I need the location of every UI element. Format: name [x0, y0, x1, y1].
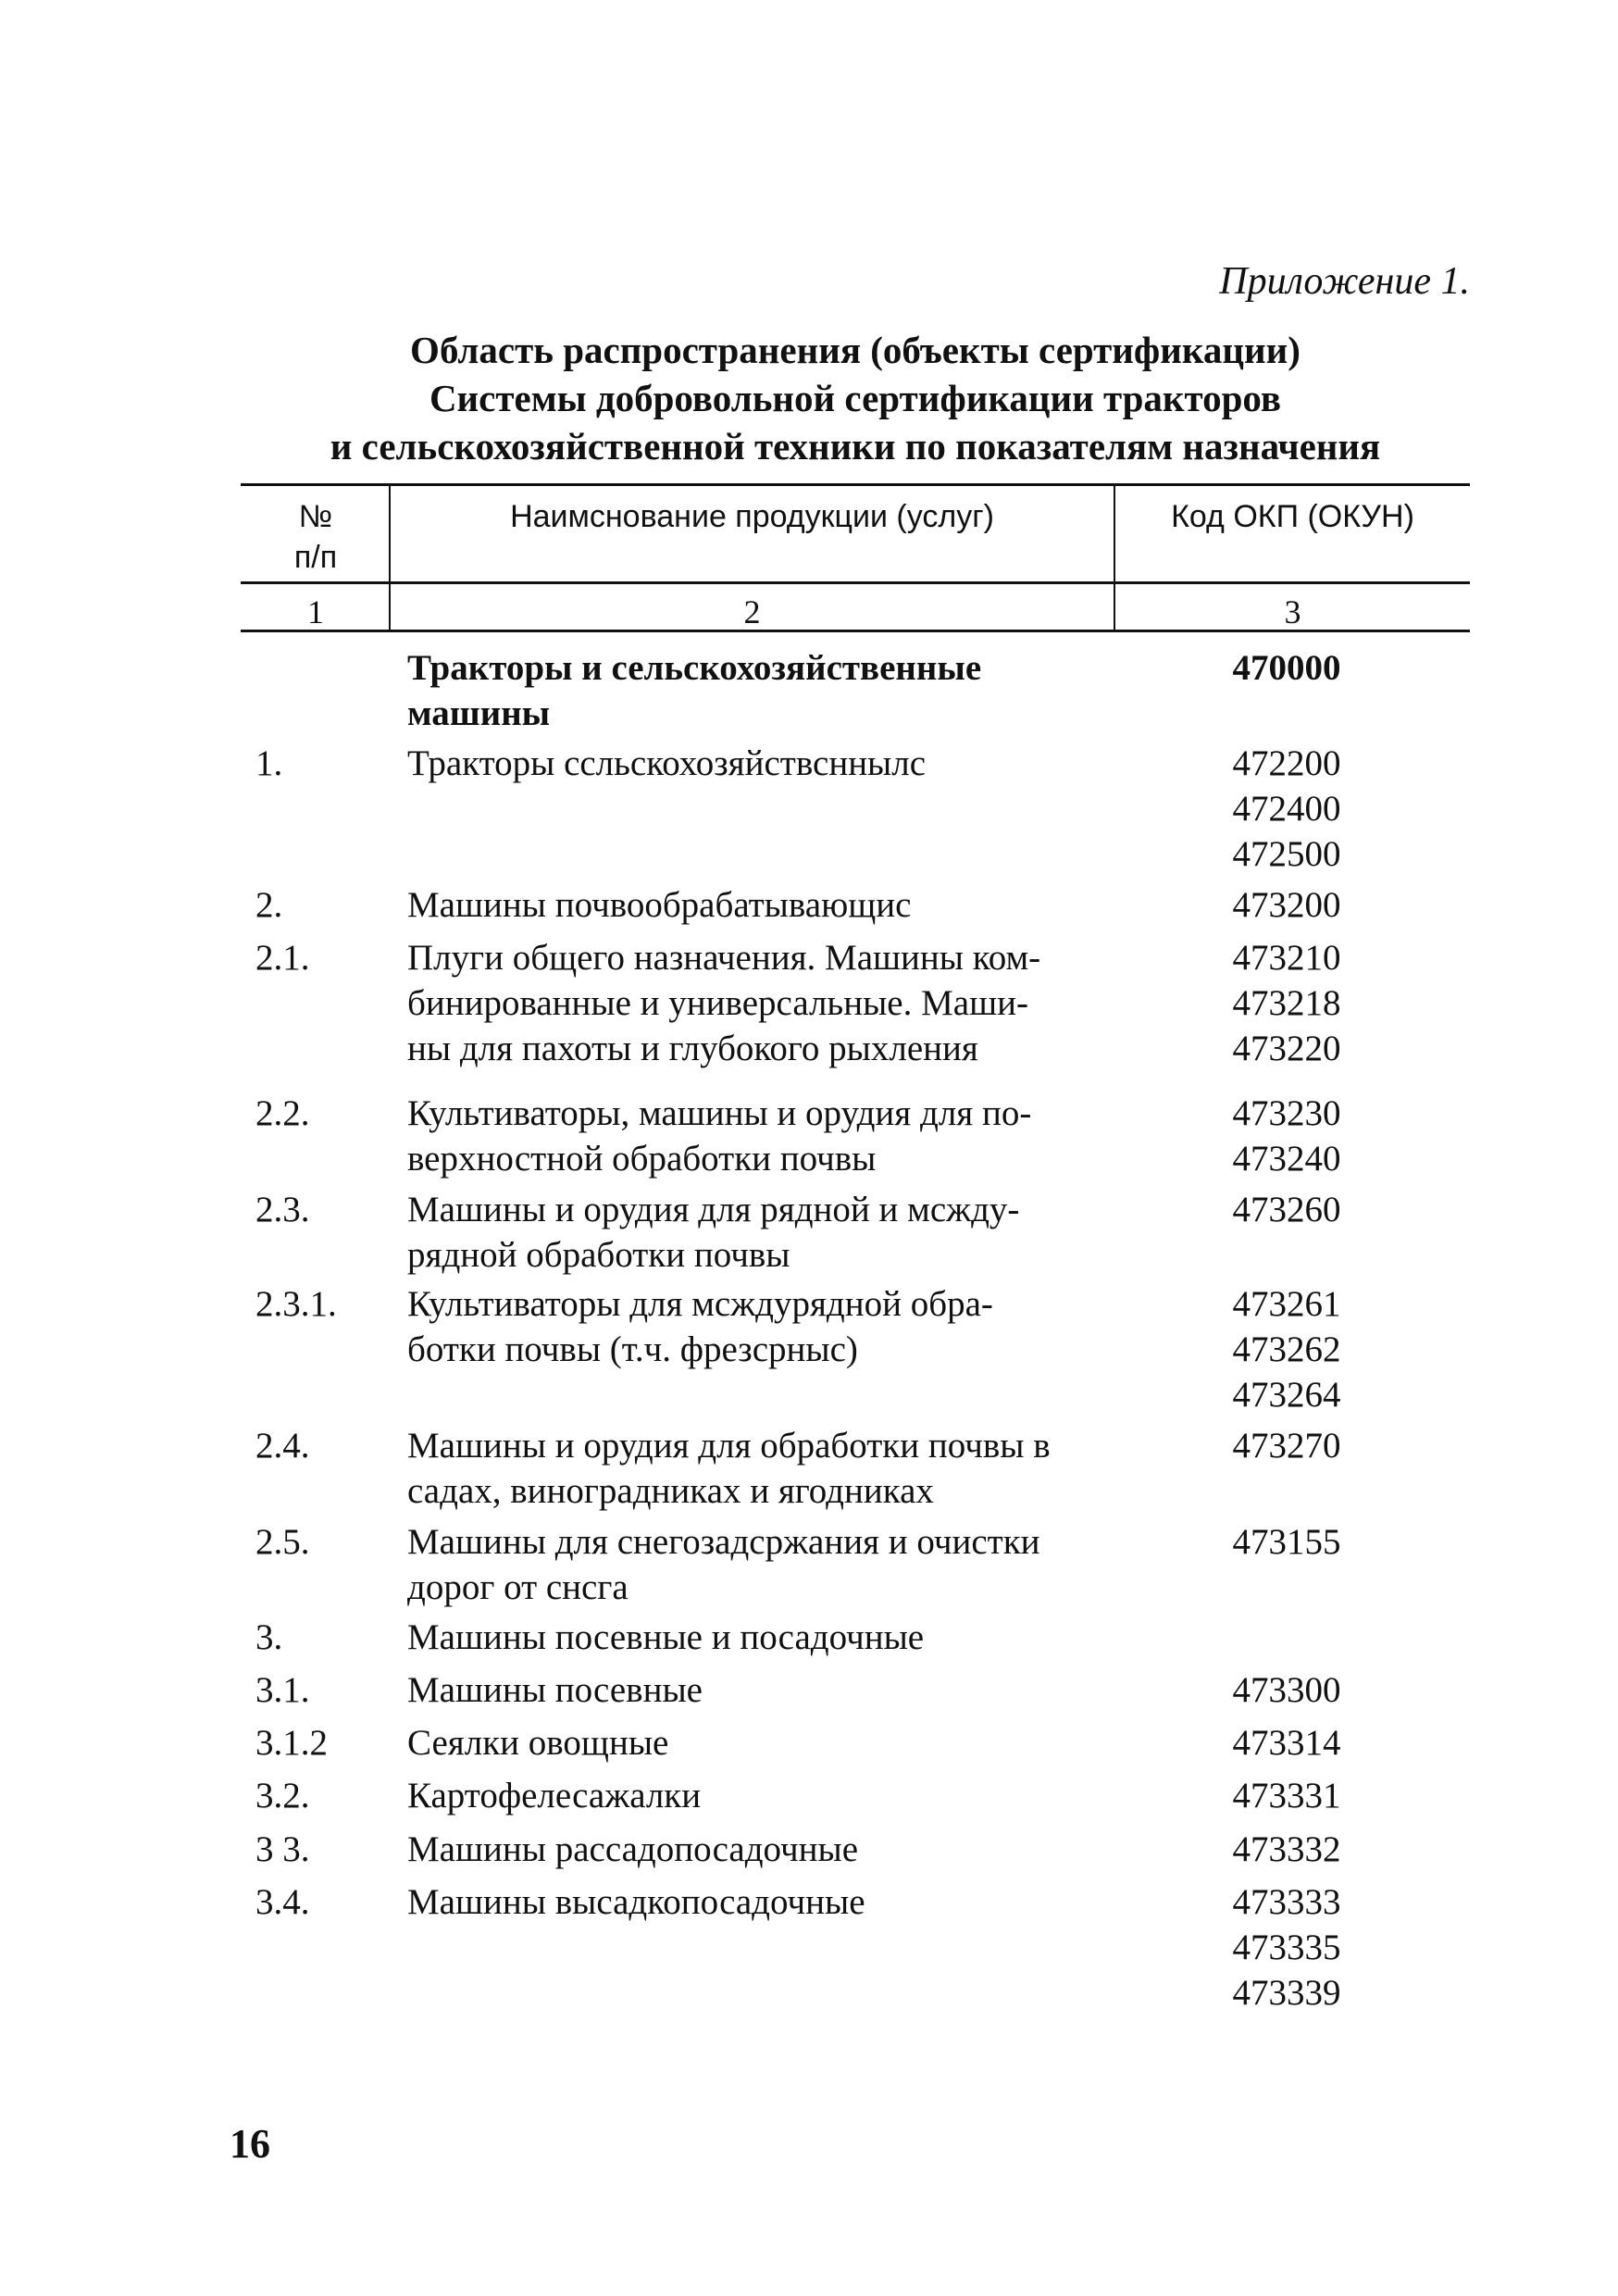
product-name-line: Тракторы ссльскохозяйствсннылс [407, 743, 927, 783]
okp-code: 473220 [1232, 1029, 1341, 1068]
product-name-line: дорог от снсга [407, 1567, 629, 1607]
product-name-line: Машины рассадопосадочные [407, 1829, 859, 1869]
row-number: 2.1. [255, 938, 310, 978]
row-product-name [407, 1667, 1129, 1713]
okp-code: 473331 [1232, 1776, 1341, 1816]
row-codes [1166, 1423, 1407, 1468]
row-codes [1166, 1773, 1407, 1818]
row-number: 2.3. [255, 1190, 310, 1229]
okp-code: 473218 [1232, 983, 1341, 1023]
row-codes [1166, 1519, 1407, 1565]
title-line-2: Системы добровольной сертификации тракторов [429, 377, 1282, 419]
okp-code: 473339 [1232, 1973, 1341, 2013]
row-number: 3.1. [255, 1670, 310, 1710]
product-name-line: Культиваторы, машины и орудия для по- [407, 1093, 1032, 1133]
product-name-line: Машины для снегозадсржания и очистки [407, 1522, 1040, 1562]
okp-code: 473155 [1232, 1522, 1341, 1562]
product-name-line: Машины и орудия для обработки почвы в [407, 1426, 1051, 1466]
row-number: 2.5. [255, 1522, 310, 1562]
product-name-line: Плуги общего назначения. Машины ком- [407, 938, 1041, 978]
header-number [243, 496, 389, 578]
table-top-rule [241, 483, 1470, 486]
okp-code: 473240 [1232, 1139, 1341, 1179]
row-product-name [407, 1519, 1129, 1610]
okp-code: 473300 [1232, 1670, 1341, 1710]
column-number-2: 2 [743, 593, 761, 630]
row-number: 3.4. [255, 1882, 310, 1922]
header-number-symbol: № [298, 499, 333, 534]
title-line-1: Область распространения (объекты сертификации) [410, 329, 1301, 371]
row-codes [1166, 741, 1407, 877]
row-product-name [407, 1720, 1129, 1766]
okp-code: 473262 [1232, 1329, 1341, 1369]
okp-code: 473335 [1232, 1928, 1341, 1967]
column-number-3: 3 [1284, 593, 1301, 630]
row-product-name [407, 935, 1129, 1071]
row-codes [1166, 935, 1407, 1071]
column-number-1: 1 [307, 593, 324, 630]
product-name-line: ботки почвы (т.ч. фрезсрныс) [407, 1329, 858, 1369]
row-product-name [407, 1091, 1129, 1181]
product-name-line: Машины посевные [407, 1670, 703, 1710]
product-name-line: Машины почвообрабатывающис [407, 885, 912, 925]
product-name-line: садах, виноградниках и ягодниках [407, 1471, 934, 1511]
row-codes [1166, 1827, 1407, 1872]
product-name-line: рядной обработки почвы [407, 1235, 790, 1275]
row-product-name [407, 1879, 1129, 1925]
header-bottom-rule [241, 581, 1470, 584]
product-name-line: ны для пахоты и глубокого рыхления [407, 1029, 978, 1068]
row-number: 2.4. [255, 1426, 310, 1466]
row-number: 2.3.1. [255, 1284, 337, 1324]
row-product-name [407, 1615, 1129, 1660]
page-number: 16 [230, 2121, 270, 2166]
title-line-3: и сельскохозяйственной техники по показателям назначения [330, 425, 1381, 468]
okp-code: 473314 [1232, 1723, 1341, 1763]
row-product-name [407, 1773, 1129, 1818]
product-name-line: верхностной обработки почвы [407, 1139, 877, 1179]
product-name-line: Картофелесажалки [407, 1776, 702, 1816]
okp-code: 473200 [1232, 885, 1341, 925]
document-title [241, 326, 1470, 470]
row-number: 2.2. [255, 1093, 310, 1133]
row-number: 3. [255, 1617, 283, 1657]
row-product-name [407, 1827, 1129, 1872]
product-name-line: Машины и орудия для рядной и мсжду- [407, 1190, 1020, 1229]
header-code: Код ОКП (ОКУН) [1171, 499, 1414, 534]
row-codes [1166, 1667, 1407, 1713]
okp-code: 472400 [1232, 789, 1341, 829]
row-codes [1166, 1879, 1407, 2015]
row-product-name [407, 882, 1129, 928]
okp-code: 470000 [1232, 648, 1341, 688]
product-name-line: бинированные и универсальные. Маши- [407, 983, 1028, 1023]
appendix-label: Приложение 1. [1219, 260, 1470, 303]
row-codes [1166, 882, 1407, 928]
row-number: 2. [255, 885, 283, 925]
okp-code: 473230 [1232, 1093, 1341, 1133]
okp-code: 472200 [1232, 743, 1341, 783]
row-codes [1166, 1091, 1407, 1181]
header-number-abbr: п/п [293, 540, 338, 575]
row-codes [1166, 1281, 1407, 1417]
row-product-name [407, 1423, 1129, 1514]
row-number: 1. [255, 743, 283, 783]
okp-code: 473333 [1232, 1882, 1341, 1922]
row-number: 3.2. [255, 1776, 310, 1816]
product-name-line: Тракторы и сельскохозяйственные [407, 648, 982, 688]
row-product-name [407, 645, 1129, 736]
okp-code: 473332 [1232, 1829, 1341, 1869]
row-product-name [407, 1281, 1129, 1372]
product-name-line: Машины высадкопосадочные [407, 1882, 865, 1922]
row-product-name [407, 741, 1129, 786]
row-codes [1166, 1187, 1407, 1232]
product-name-line: Культиваторы для мсждурядной обра- [407, 1284, 993, 1324]
okp-code: 473270 [1232, 1426, 1341, 1466]
product-name-line: Сеялки овощные [407, 1723, 669, 1763]
header-product-name: Наимснование продукции (услуг) [510, 499, 994, 534]
row-product-name [407, 1187, 1129, 1278]
product-name-line: Машины посевные и посадочные [407, 1617, 925, 1657]
row-codes [1166, 1720, 1407, 1766]
okp-code: 473210 [1232, 938, 1341, 978]
okp-code: 473264 [1232, 1375, 1341, 1415]
product-name-line: машины [407, 693, 551, 733]
row-number: 3.1.2 [255, 1723, 328, 1763]
row-number: 3 3. [255, 1829, 310, 1869]
okp-code: 473261 [1232, 1284, 1341, 1324]
okp-code: 472500 [1232, 834, 1341, 874]
okp-code: 473260 [1232, 1190, 1341, 1229]
row-codes [1166, 645, 1407, 691]
